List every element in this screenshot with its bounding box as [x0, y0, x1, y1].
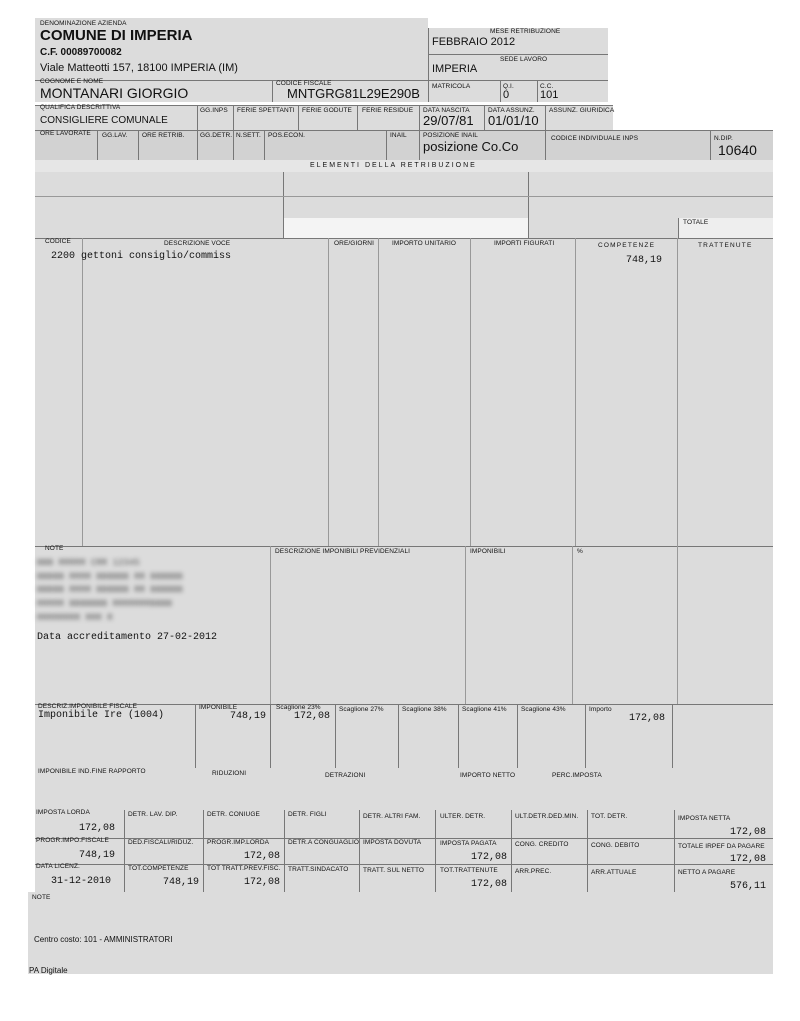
note-section	[35, 546, 773, 704]
note-line: BBBBB RRRR BBBBBB RR BBBBBB	[37, 572, 183, 582]
desc-imponibili-label: DESCRIZIONE IMPONIBILI PREVIDENZIALI	[275, 548, 411, 555]
ore-retrib-label: ORE RETRIB.	[142, 132, 185, 139]
progr-imp-fiscale-label: PROGR.IMPO.FISCALE	[36, 837, 109, 844]
arr-attuale-label: ARR.ATTUALE	[591, 869, 637, 876]
azienda-label: DENOMINAZIONE AZIENDA	[40, 20, 127, 27]
ore-lavorate-label: ORE LAVORATE	[40, 130, 91, 137]
riduzioni-label: RIDUZIONI	[212, 770, 247, 777]
cong-credito-label: CONG. CREDITO	[515, 841, 569, 848]
ind-fine-rapporto-label: IMPONIBILE IND.FINE RAPPORTO	[38, 768, 146, 775]
imposta-pagata: 172,08	[471, 852, 508, 863]
pos-inail-label: POSIZIONE INAIL	[423, 132, 478, 139]
cong-debito-label: CONG. DEBITO	[591, 842, 640, 849]
data-nascita: 29/07/81	[423, 113, 474, 128]
divider	[470, 238, 471, 546]
divider	[585, 704, 586, 768]
tot-tratt-prev-label: TOT TRATT.PREV.FISC.	[207, 865, 281, 872]
divider	[517, 704, 518, 768]
divider	[428, 28, 429, 80]
importo-label: Importo	[589, 706, 612, 713]
divider	[587, 810, 588, 892]
imposta-dovuta-label: IMPOSTA DOVUTA	[363, 839, 422, 846]
col-codice: CODICE	[45, 238, 71, 245]
qualifica-label: QUALIFICA DESCRITTIVA	[40, 104, 121, 111]
tot-detr-label: TOT. DETR.	[591, 813, 628, 820]
divider	[386, 130, 387, 160]
gg-lav-label: GG.LAV.	[102, 132, 128, 139]
sede-value: IMPERIA	[432, 63, 478, 75]
gg-detr-label: GG.DETR.	[200, 132, 233, 139]
divider	[484, 105, 485, 130]
totale-irpef: 172,08	[730, 854, 767, 865]
importo-value: 172,08	[629, 713, 666, 724]
tot-competenze: 748,19	[163, 877, 200, 888]
divider	[335, 704, 336, 768]
col-descrizione: DESCRIZIONE VOCE	[164, 240, 231, 247]
n-sett-label: N.SETT.	[236, 132, 261, 139]
arr-prec-label: ARR.PREC.	[515, 868, 552, 875]
divider	[465, 546, 466, 704]
divider	[233, 130, 234, 160]
divider	[545, 105, 546, 130]
data-nascita-label: DATA NASCITA	[423, 107, 470, 114]
imposta-lorda: 172,08	[79, 823, 116, 834]
nome-label: COGNOME E NOME	[40, 78, 104, 85]
elementi-blank-cell	[284, 218, 528, 238]
divider	[677, 238, 678, 546]
divider	[674, 810, 675, 892]
divider	[124, 810, 125, 892]
totale-irpef-label: TOTALE IRPEF DA PAGARE	[678, 843, 765, 850]
divider	[398, 704, 399, 768]
progr-imp-fiscale: 748,19	[79, 850, 116, 861]
fine-rapporto-row	[35, 768, 773, 810]
footer-note-label: NOTE	[32, 894, 51, 901]
company-address: Viale Matteotti 157, 18100 IMPERIA (IM)	[40, 62, 238, 74]
totale-label: TOTALE	[683, 219, 709, 226]
pos-econ-label: POS.ECON.	[268, 132, 306, 139]
col-importo-unitario: IMPORTO UNITARIO	[392, 240, 457, 247]
tot-competenze-label: TOT.COMPETENZE	[128, 865, 189, 872]
progr-imp-lorda-label: PROGR.IMP.LORDA	[207, 839, 270, 846]
divider	[203, 810, 204, 892]
employee-cf: MNTGRG81L29E290B	[287, 86, 420, 101]
cf-label: CODICE FISCALE	[276, 80, 332, 87]
tot-tratt-prev: 172,08	[244, 877, 281, 888]
data-accreditamento: Data accreditamento 27-02-2012	[37, 632, 218, 643]
divider	[97, 130, 98, 160]
divider	[677, 546, 678, 704]
elementi-title: ELEMENTI DELLA RETRIBUZIONE	[310, 162, 477, 169]
imponibile-label: IMPONIBILE	[199, 704, 238, 711]
descriz-fiscale-label: DESCRIZ.IMPONIBILE FISCALE	[38, 703, 138, 710]
divider	[672, 704, 673, 768]
employee-name: MONTANARI GIORGIO	[40, 85, 189, 101]
detr-altri-fam-label: DETR. ALTRI FAM.	[363, 813, 421, 820]
assunz-giur-label: ASSUNZ. GIURIDICA	[549, 107, 615, 114]
divider	[35, 196, 773, 197]
ndip-value: 10640	[718, 142, 757, 158]
divider	[328, 238, 329, 546]
note-line: BBBBB RRRR BBBBBB RR BBBBBB	[37, 585, 183, 595]
divider	[35, 704, 773, 705]
divider	[378, 238, 379, 546]
scaglione27-label: Scaglione 27%	[339, 706, 384, 713]
imponibile-value: 748,19	[230, 711, 267, 722]
tot-trattenute: 172,08	[471, 879, 508, 890]
divider	[357, 105, 358, 130]
scaglione23-value: 172,08	[294, 711, 331, 722]
imponibili-label: IMPONIBILI	[470, 548, 506, 555]
netto-label: NETTO A PAGARE	[678, 869, 736, 876]
divider	[35, 238, 773, 239]
centro-costo: Centro costo: 101 - AMMINISTRATORI	[34, 935, 173, 944]
divider	[359, 810, 360, 892]
descriz-fiscale: Imponibile Ire (1004)	[38, 710, 165, 721]
gg-inps-label: GG.INPS	[200, 107, 228, 114]
company-cf: C.F. 00089700082	[40, 47, 122, 58]
note-line: BBB RRRRR CRR 12345	[37, 558, 140, 568]
divider	[435, 810, 436, 892]
qi-label: Q.I.	[503, 83, 514, 90]
divider	[428, 54, 608, 55]
divider	[272, 80, 273, 102]
divider	[419, 105, 420, 130]
imposta-netta: 172,08	[730, 827, 767, 838]
imposta-pagata-label: IMPOSTA PAGATA	[440, 840, 497, 847]
perc-label: %	[577, 548, 583, 555]
divider	[284, 810, 285, 892]
cc-value: 101	[540, 89, 559, 101]
divider	[138, 130, 139, 160]
scaglione23-label: Scaglione 23%	[276, 704, 321, 711]
detr-lav-dip-label: DETR. LAV. DIP.	[128, 811, 178, 818]
voci-table	[35, 238, 773, 546]
importo-netto-label: IMPORTO NETTO	[460, 772, 516, 779]
progr-imp-lorda: 172,08	[244, 851, 281, 862]
qualifica-value: CONSIGLIERE COMUNALE	[40, 115, 168, 126]
cc-label: C.C.	[540, 83, 554, 90]
scaglione38-label: Scaglione 38%	[402, 706, 447, 713]
note-line: RRRRR BBBBBBB RRRRRRRBBBB	[37, 599, 173, 609]
ded-fiscali-label: DED.FISCALI/RIDUZ.	[128, 839, 194, 846]
perc-imposta-label: PERC.IMPOSTA	[552, 772, 602, 779]
divider	[298, 105, 299, 130]
col-trattenute: TRATTENUTE	[698, 242, 753, 249]
imposta-lorda-label: IMPOSTA LORDA	[36, 809, 90, 816]
data-licenz-label: DATA LICENZ.	[36, 863, 80, 870]
ndip-label: N.DIP.	[714, 135, 733, 142]
pay-month: FEBBRAIO 2012	[432, 36, 516, 48]
divider	[35, 105, 613, 106]
ferie-residue-label: FERIE RESIDUE	[362, 107, 414, 114]
tratt-sindacato-label: TRATT.SINDACATO	[288, 866, 349, 873]
pos-inail: posizione Co.Co	[423, 139, 519, 154]
col-competenze: COMPETENZE	[598, 242, 656, 249]
divider	[264, 130, 265, 160]
divider	[35, 546, 773, 547]
ulter-detr-label: ULTER. DETR.	[440, 813, 486, 820]
ult-detr-ded-min-label: ULT.DETR.DED.MIN.	[515, 813, 579, 820]
mese-label: MESE RETRIBUZIONE	[490, 28, 561, 35]
divider	[428, 80, 429, 102]
divider	[572, 546, 573, 704]
imposta-netta-label: IMPOSTA NETTA	[678, 815, 731, 822]
voce-competenze: 748,19	[626, 255, 663, 266]
detr-figli-label: DETR. FIGLI	[288, 811, 327, 818]
totali-grid	[35, 810, 773, 892]
divider	[82, 238, 83, 546]
footer-note-box	[28, 892, 773, 974]
qi-value: 0	[503, 89, 510, 101]
voce-descrizione: 2200 gettoni consiglio/commiss	[51, 251, 232, 262]
data-assunz: 01/01/10	[488, 113, 539, 128]
divider	[528, 172, 529, 238]
divider	[197, 130, 198, 160]
tratt-sul-netto-label: TRATT. SUL NETTO	[363, 867, 425, 874]
data-licenz: 31-12-2010	[51, 876, 112, 887]
note-line: RRRRRRRR RRR R	[37, 613, 113, 623]
divider	[197, 105, 198, 130]
pa-digitale: PA Digitale	[29, 966, 68, 975]
divider	[458, 704, 459, 768]
detr-coniuge-label: DETR. CONIUGE	[207, 811, 260, 818]
col-ore: ORE/GIORNI	[334, 240, 375, 247]
ferie-spettanti-label: FERIE SPETTANTI	[237, 107, 295, 114]
cod-inps-label: CODICE INDIVIDUALE INPS	[551, 135, 639, 142]
divider	[233, 105, 234, 130]
note-label: NOTE	[45, 545, 64, 552]
netto-a-pagare: 576,11	[730, 881, 767, 892]
detr-conguaglio-label: DETR.A CONGUAGLIO	[288, 839, 360, 846]
divider	[537, 80, 538, 102]
sede-label: SEDE LAVORO	[500, 56, 548, 63]
matricola-label: MATRICOLA	[432, 83, 471, 90]
tot-trattenute-label: TOT.TRATTENUTE	[440, 867, 498, 874]
col-importi-figurati: IMPORTI FIGURATI	[494, 240, 555, 247]
divider	[500, 80, 501, 102]
divider	[270, 704, 271, 768]
divider	[35, 130, 773, 131]
inail-label: INAIL	[390, 132, 407, 139]
scaglione41-label: Scaglione 41%	[462, 706, 507, 713]
divider	[575, 238, 576, 546]
scaglione43-label: Scaglione 43%	[521, 706, 566, 713]
detrazioni-label: DETRAZIONI	[325, 772, 366, 779]
divider	[419, 130, 420, 160]
divider	[710, 130, 711, 160]
company-name: COMUNE DI IMPERIA	[40, 27, 193, 44]
ferie-godute-label: FERIE GODUTE	[302, 107, 352, 114]
divider	[511, 810, 512, 892]
data-assunz-label: DATA ASSUNZ.	[488, 107, 535, 114]
divider	[195, 704, 196, 768]
divider	[270, 546, 271, 704]
divider	[545, 130, 546, 160]
